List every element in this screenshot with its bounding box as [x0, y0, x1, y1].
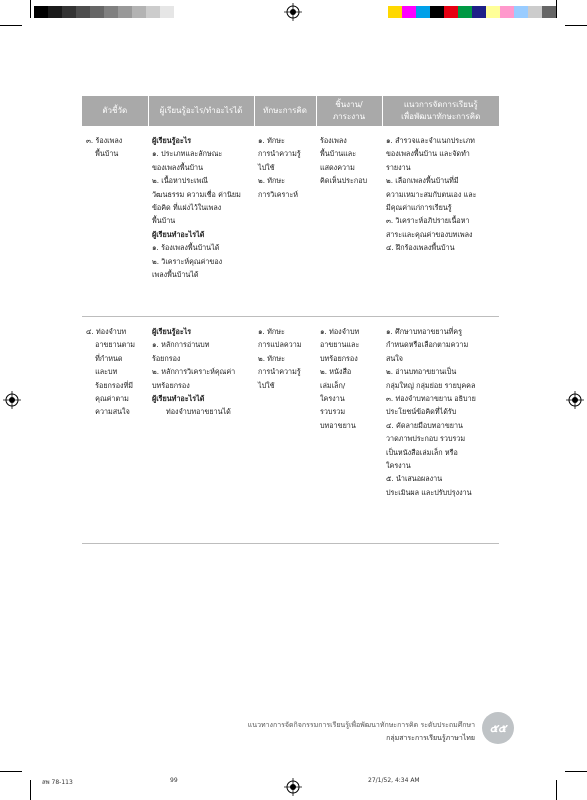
- table-row: [82, 126, 499, 317]
- header-text: ชิ้นงาน/: [335, 100, 363, 109]
- color-swatch: [388, 6, 402, 18]
- registration-mark-right-icon: [566, 391, 584, 409]
- work-cell: [316, 126, 382, 317]
- cell-line: ใครงาน: [386, 461, 411, 471]
- cell-line: บทอาขยาน: [320, 420, 356, 430]
- cell-line: กำหนดหรือเลือกตามความ: [386, 340, 469, 350]
- registration-mark-top-icon: [284, 3, 302, 21]
- gray-swatch: [104, 6, 118, 18]
- cell-subheading: ผู้เรียนรู้อะไร: [152, 136, 192, 145]
- cell-line: ๒. ทักษะ: [258, 176, 285, 186]
- cell-line: ๔. คัดลายมือบทอาขยาน: [386, 420, 463, 430]
- slug-file-name: สพ 78-113: [42, 779, 73, 786]
- gray-swatch: [62, 6, 76, 18]
- color-swatch: [528, 6, 542, 18]
- cell-line: ประเมินผล และปรับปรุงงาน: [386, 487, 472, 497]
- gray-swatch: [132, 6, 146, 18]
- cell-line: ของเพลงพื้นบ้าน และจัดทำ: [386, 149, 470, 159]
- approach-cell: [382, 126, 499, 317]
- cell-line: ไปใช้: [258, 162, 275, 172]
- header-indicator: [82, 96, 148, 126]
- indicator-cell: [82, 317, 148, 544]
- header-thinking-skill: [254, 96, 316, 126]
- cell-subheading: ผู้เรียนรู้อะไร: [152, 327, 192, 336]
- learning-table: [82, 96, 499, 544]
- cell-line: การวิเคราะห์: [258, 189, 299, 199]
- cell-line: ๑. ประเภทและลักษณะ: [152, 149, 223, 159]
- cell-line: ๓. ท่องจำบทอาขยาน อธิบาย: [386, 394, 476, 404]
- header-approach: [382, 96, 499, 126]
- cell-line: กลุ่มใหญ่ กลุ่มย่อย รายบุคคล: [386, 380, 476, 390]
- cell-line: ๒. หลักการวิเคราะห์คุณค่า: [152, 367, 236, 377]
- crop-mark: [556, 0, 557, 18]
- table-row: [82, 317, 499, 544]
- approach-cell: [382, 317, 499, 544]
- cell-line: พื้นบ้านและ: [320, 149, 357, 159]
- cell-line: ๓. ร้องเพลง: [86, 136, 123, 145]
- cell-line: แสดงความ: [320, 162, 355, 172]
- color-swatch: [458, 6, 472, 18]
- table-header-row: [82, 96, 499, 126]
- cell-line: ๑. สำรวจและจำแนกประเภท: [386, 136, 475, 145]
- grayscale-color-bar: [34, 6, 174, 18]
- skills-cell: [254, 317, 316, 544]
- cell-line: ๒. ทักษะ: [258, 353, 285, 363]
- cell-line: เป็นหนังสือเล่มเล็ก หรือ: [386, 447, 458, 457]
- header-work: [316, 96, 382, 126]
- gray-swatch: [48, 6, 62, 18]
- cell-line: คิดเห็นประกอบ: [320, 176, 368, 186]
- cell-line: อาขยานตาม: [86, 340, 136, 350]
- header-text: เพื่อพัฒนาทักษะการคิด: [401, 112, 481, 121]
- cell-line: วัฒนธรรม ความเชื่อ ค่านิยม: [152, 189, 241, 199]
- crop-mark: [30, 0, 31, 18]
- crop-mark: [565, 25, 587, 26]
- gray-swatch: [90, 6, 104, 18]
- header-text: แนวการจัดการเรียนรู้: [403, 100, 478, 109]
- cell-line: ความเหมาะสมกับตนเอง และ: [386, 189, 477, 199]
- cell-line: ๔. ท่องจำบท: [86, 327, 127, 336]
- cell-line: ความสนใจ: [86, 407, 130, 417]
- cell-line: ข้อคิด ที่แฝงไว้ในเพลง: [152, 203, 222, 213]
- cell-line: ๑. หลักการอ่านบท: [152, 340, 210, 350]
- footer-book-title: แนวทางการจัดกิจกรรมการเรียนรู้เพื่อพัฒนาทักษะการคิด ระดับประถมศึกษา: [247, 721, 475, 729]
- cell-line: ร้อยกรอง: [152, 353, 181, 363]
- color-swatch: [500, 6, 514, 18]
- cell-line: ๒. เนื้อหาประเพณี: [152, 176, 208, 186]
- cell-line: ๑. ร้องเพลงพื้นบ้านได้: [152, 243, 220, 253]
- cell-line: ๒. เลือกเพลงพื้นบ้านที่มี: [386, 176, 459, 186]
- color-swatch: [430, 6, 444, 18]
- header-learn: [148, 96, 254, 126]
- cell-line: คุณค่าตาม: [86, 394, 129, 404]
- cell-line: ร้องเพลง: [320, 136, 347, 145]
- gray-swatch: [160, 6, 174, 18]
- process-color-bar: [388, 6, 556, 18]
- learn-cell: [148, 126, 254, 317]
- cell-line: การแปลความ: [258, 340, 302, 350]
- cell-line: ๑. ศึกษาบทอาขยานที่ครู: [386, 327, 462, 336]
- cell-line: และบท: [86, 367, 118, 377]
- color-swatch: [514, 6, 528, 18]
- cell-line: สนใจ: [386, 353, 404, 363]
- cell-line: ๑. ทักษะ: [258, 136, 285, 145]
- cell-line: มีคุณค่าแก่การเรียนรู้: [386, 203, 452, 213]
- gray-swatch: [34, 6, 48, 18]
- cell-subheading: ผู้เรียนทำอะไรได้: [152, 394, 205, 404]
- cell-line: ๔. ฝึกร้องเพลงพื้นบ้าน: [386, 243, 455, 253]
- cell-line: ๕. นำเสนอผลงาน: [386, 474, 443, 484]
- page-number-badge: ๕๕: [482, 712, 514, 744]
- registration-mark-left-icon: [3, 391, 21, 409]
- cell-line: ๒. วิเคราะห์คุณค่าของ: [152, 256, 223, 266]
- cell-line: รวบรวม: [320, 407, 346, 417]
- work-cell: [316, 317, 382, 544]
- color-swatch: [402, 6, 416, 18]
- cell-line: ที่กำหนด: [86, 353, 123, 363]
- cell-line: สาระและคุณค่าของบทเพลง: [386, 229, 473, 239]
- slug-timestamp: 27/1/52, 4:34 AM: [368, 777, 420, 784]
- color-swatch: [486, 6, 500, 18]
- cell-line: พื้นบ้าน: [86, 149, 119, 159]
- cell-line: การนำความรู้: [258, 149, 301, 159]
- cell-line: พื้นบ้าน: [152, 216, 176, 226]
- cell-line: อาขยานและ: [320, 340, 360, 350]
- cell-line: ๒. อ่านบทอาขยานเป็น: [386, 367, 457, 377]
- color-swatch: [416, 6, 430, 18]
- cell-line: ท่องจำบทอาขยานได้: [166, 407, 231, 417]
- footer-subject-group: กลุ่มสาระการเรียนรู้ภาษาไทย: [386, 734, 475, 742]
- gray-swatch: [76, 6, 90, 18]
- cell-line: ๓. วิเคราะห์อภิปรายเนื้อหา: [386, 216, 470, 226]
- cell-subheading: ผู้เรียนทำอะไรได้: [152, 229, 205, 239]
- cell-line: การนำความรู้: [258, 367, 301, 377]
- cell-line: ร้อยกรองที่มี: [86, 380, 134, 390]
- header-text: ทักษะการคิด: [263, 106, 307, 115]
- cell-line: ของเพลงพื้นบ้าน: [152, 162, 204, 172]
- header-text: ผู้เรียนรู้อะไร/ทำอะไรได้: [159, 106, 243, 115]
- color-swatch: [542, 6, 556, 18]
- cell-line: ไปใช้: [258, 380, 275, 390]
- cell-line: วาดภาพประกอบ รวบรวม: [386, 434, 466, 444]
- learn-cell: [148, 317, 254, 544]
- crop-mark: [0, 771, 22, 772]
- registration-mark-bottom-icon: [284, 778, 302, 796]
- slug-page: 99: [170, 777, 178, 784]
- cell-line: เพลงพื้นบ้านได้: [152, 270, 199, 280]
- crop-mark: [0, 25, 22, 26]
- cell-line: ๑. ท่องจำบท: [320, 327, 360, 336]
- indicator-cell: [82, 126, 148, 317]
- gray-swatch: [118, 6, 132, 18]
- gray-swatch: [146, 6, 160, 18]
- crop-mark: [556, 780, 557, 800]
- crop-mark: [30, 780, 31, 800]
- cell-line: ๒. หนังสือ: [320, 367, 352, 377]
- cell-line: รายงาน: [386, 162, 411, 172]
- color-swatch: [444, 6, 458, 18]
- cell-line: เล่มเล็ก/: [320, 380, 346, 390]
- header-text: ตัวชี้วัด: [102, 106, 128, 115]
- cell-line: ประโยชน์ข้อคิดที่ได้รับ: [386, 407, 457, 417]
- header-text: ภาระงาน: [332, 112, 366, 121]
- cell-line: ใครงาน: [320, 394, 345, 404]
- color-swatch: [472, 6, 486, 18]
- cell-line: บทร้อยกรอง: [320, 353, 358, 363]
- cell-line: บทร้อยกรอง: [152, 380, 190, 390]
- skills-cell: [254, 126, 316, 317]
- cell-line: ๑. ทักษะ: [258, 327, 285, 336]
- crop-mark: [565, 771, 587, 772]
